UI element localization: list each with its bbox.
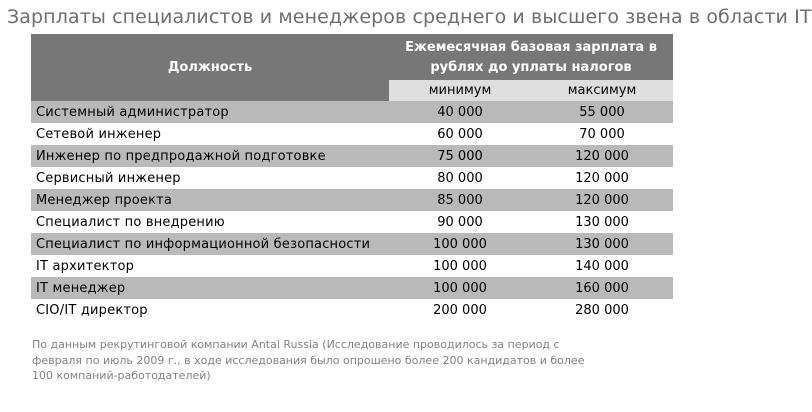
footnote: По данным рекрутинговой компании Antal Russia (Исследование проводилось за период с февраля по июль 2009 г., в ходе исследования было опрошено более 200 кандидатов и более 100 компаний-работодателей): [32, 338, 585, 382]
position-cell: Специалист по внедрению: [31, 211, 389, 233]
max-salary-cell: 280 000: [531, 299, 673, 321]
max-salary-cell: 160 000: [531, 277, 673, 299]
page-title: Зарплаты специалистов и менеджеров среднего и высшего звена в области IT: [7, 6, 812, 28]
table-row: [31, 255, 673, 277]
table-row: [31, 123, 673, 145]
min-salary-cell: 80 000: [389, 167, 531, 189]
max-salary-cell: 120 000: [531, 145, 673, 167]
table-header-row: [31, 34, 673, 80]
column-header-position: Должность: [31, 34, 389, 101]
table-row: [31, 145, 673, 167]
max-salary-cell: 120 000: [531, 167, 673, 189]
position-cell: Сетевой инженер: [31, 123, 389, 145]
position-cell: IT менеджер: [31, 277, 389, 299]
salary-header-line-2: рублях до уплаты налогов: [430, 60, 632, 75]
max-salary-cell: 120 000: [531, 189, 673, 211]
position-cell: IT архитектор: [31, 255, 389, 277]
salary-header-line-1: Ежемесячная базовая зарплата в: [405, 40, 657, 55]
min-salary-cell: 85 000: [389, 189, 531, 211]
position-cell: Инженер по предпродажной подготовке: [31, 145, 389, 167]
table-row: [31, 211, 673, 233]
position-cell: Системный администратор: [31, 101, 389, 123]
position-cell: Менеджер проекта: [31, 189, 389, 211]
column-header-salary: [389, 34, 673, 80]
min-salary-cell: 100 000: [389, 255, 531, 277]
max-salary-cell: 140 000: [531, 255, 673, 277]
table-row: [31, 167, 673, 189]
min-salary-cell: 60 000: [389, 123, 531, 145]
table-row: [31, 277, 673, 299]
max-salary-cell: 130 000: [531, 211, 673, 233]
column-header-max: максимум: [531, 80, 673, 101]
min-salary-cell: 90 000: [389, 211, 531, 233]
position-cell: CIO/IT директор: [31, 299, 389, 321]
min-salary-cell: 100 000: [389, 277, 531, 299]
min-salary-cell: 200 000: [389, 299, 531, 321]
column-header-min: минимум: [389, 80, 531, 101]
table-row: [31, 233, 673, 255]
min-salary-cell: 40 000: [389, 101, 531, 123]
table-row: [31, 189, 673, 211]
min-salary-cell: 100 000: [389, 233, 531, 255]
position-cell: Сервисный инженер: [31, 167, 389, 189]
max-salary-cell: 130 000: [531, 233, 673, 255]
min-salary-cell: 75 000: [389, 145, 531, 167]
max-salary-cell: 70 000: [531, 123, 673, 145]
max-salary-cell: 55 000: [531, 101, 673, 123]
table-row: [31, 101, 673, 123]
table-row: [31, 299, 673, 321]
position-cell: Специалист по информационной безопасности: [31, 233, 389, 255]
salary-table: [31, 34, 673, 321]
